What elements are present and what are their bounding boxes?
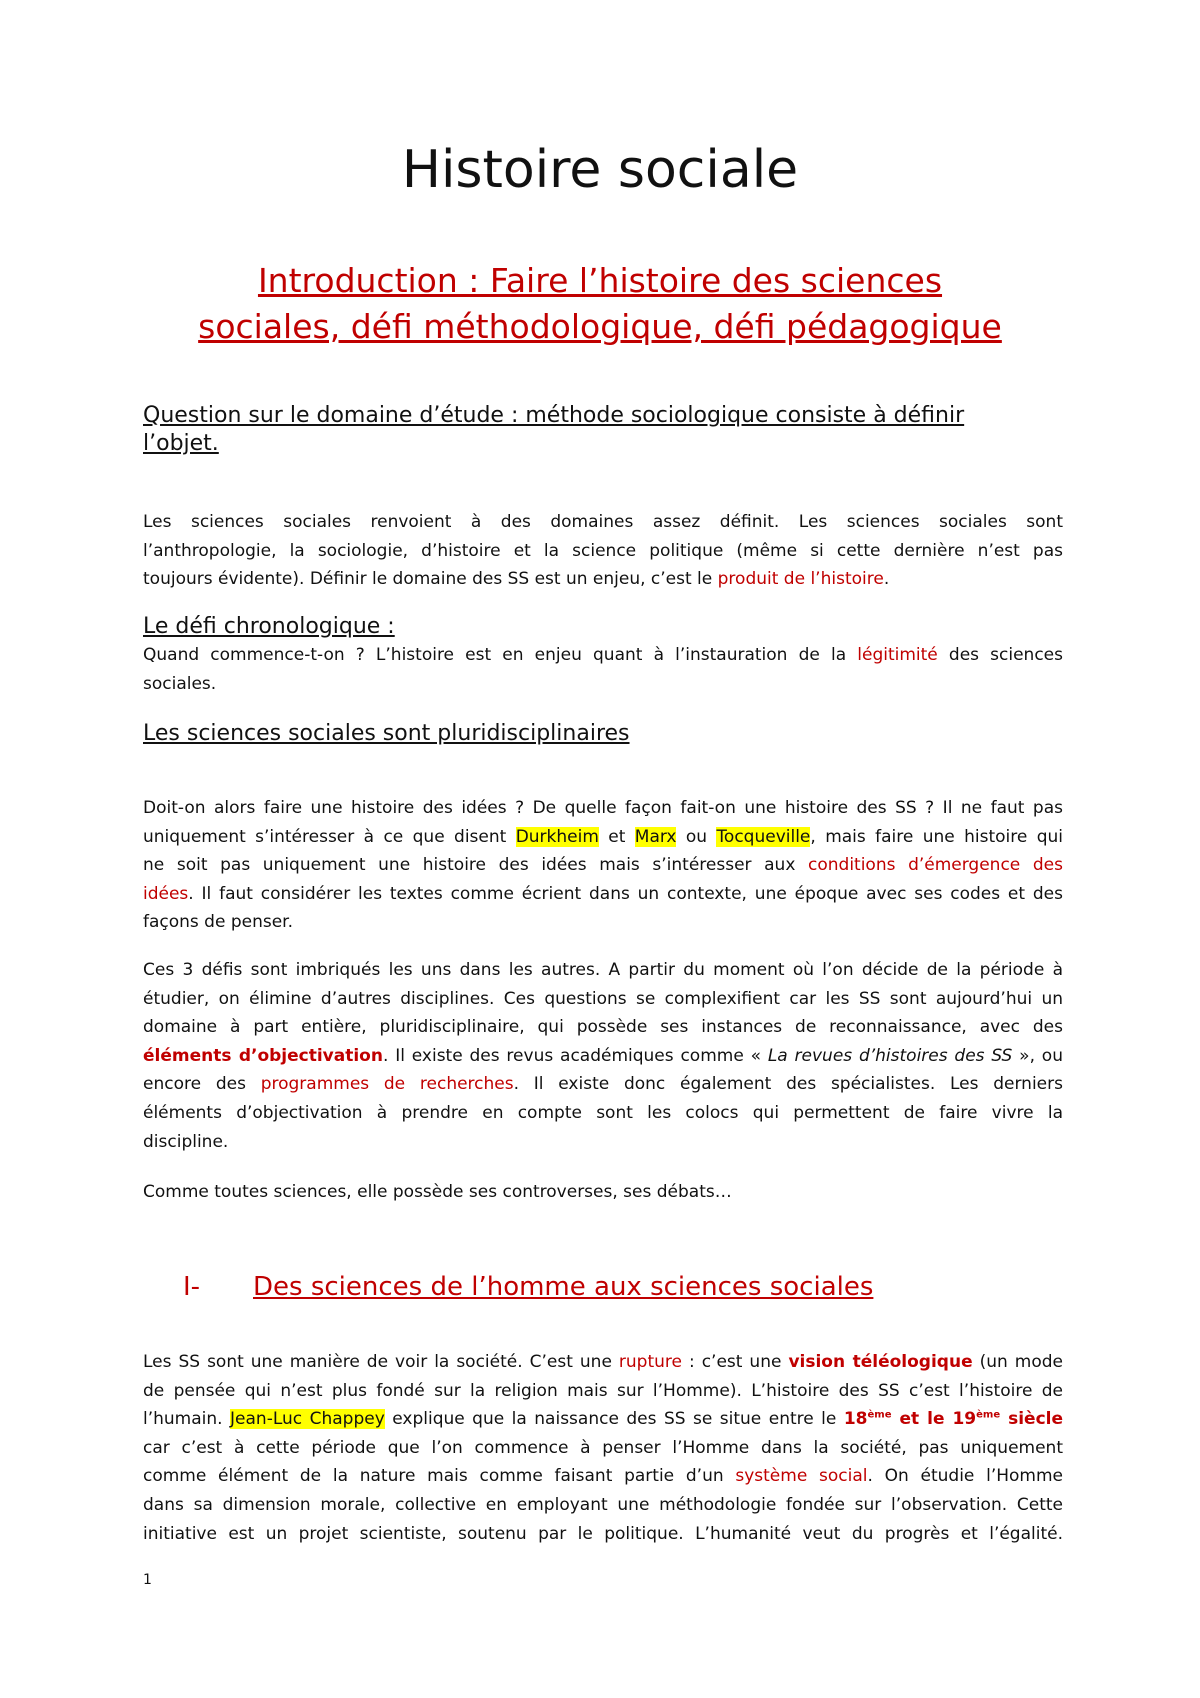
paragraph-line: comme élément de la nature mais comme faisant partie d’un système social. On étudie l’Homme: [143, 1466, 1063, 1487]
paragraph-line: toujours évidente). Définir le domaine des SS est un enjeu, c’est le produit de l’histoire.: [143, 569, 890, 590]
paragraph-line: éléments d’objectivation à prendre en compte sont les colocs qui permettent de faire vivre la: [143, 1102, 1063, 1123]
section-number: I-: [183, 1272, 201, 1302]
paragraph-line: uniquement s’intéresser à ce que disent Durkheim et Marx ou Tocqueville, mais faire une histoire qui: [143, 826, 1063, 847]
paragraph-line: domaine à part entière, pluridisciplinaire, qui possède ses instances de reconnaissance, avec des: [143, 1017, 1063, 1038]
paragraph-line: sociales.: [143, 673, 217, 694]
question-heading: [143, 402, 1073, 458]
paragraph-line: façons de penser.: [143, 912, 294, 933]
paragraph-line: Les SS sont une manière de voir la société. C’est une rupture : c’est une vision téléologique (un mode: [143, 1352, 1063, 1372]
emphasis-red-bold: vision téléologique: [788, 1352, 973, 1372]
question-heading-line: l’objet.: [143, 431, 219, 456]
paragraph-line: ne soit pas uniquement une histoire des idées mais s’intéresser aux conditions d’émergence des: [143, 855, 1063, 876]
paragraph-line: initiative est un projet scientiste, soutenu par le politique. L’humanité veut du progrès et l’égalité.: [143, 1523, 1063, 1544]
page-number: 1: [143, 1572, 152, 1588]
paragraph-line: encore des programmes de recherches. Il existe donc également des spécialistes. Les derniers: [143, 1074, 1063, 1095]
paragraph-line: discipline.: [143, 1131, 229, 1152]
document-title: Histoire sociale: [401, 140, 799, 200]
paragraph-line: dans sa dimension morale, collective en employant une méthodologie fondée sur l’observation. Cette: [143, 1494, 1063, 1515]
paragraph-domains: [143, 508, 1063, 594]
paragraph-line: Quand commence-t-on ? L’histoire est en enjeu quant à l’instauration de la légitimité des sciences: [143, 645, 1063, 665]
emphasis-red: idées: [143, 883, 189, 904]
section-title: Des sciences de l’homme aux sciences sociales: [253, 1272, 874, 1302]
paragraph-line: car c’est à cette période que l’on commence à penser l’Homme dans la société, pas uniquement: [143, 1437, 1063, 1458]
paragraph-defis: [143, 956, 1063, 1156]
paragraph-line: de pensée qui n’est plus fondé sur la religion mais sur l’Homme). L’histoire des SS c’est l’histoire de: [143, 1380, 1063, 1401]
emphasis-red: rupture: [618, 1352, 682, 1372]
emphasis-red-bold: 18ème et le 19ème siècle: [843, 1409, 1064, 1430]
emphasis-red: produit de l’histoire: [717, 569, 884, 590]
paragraph-line: étudier, on élimine d’autres disciplines. Ces questions se complexifient car les SS sont aujourd’hui un: [143, 988, 1063, 1009]
paragraph-line: Comme toutes sciences, elle possède ses controverses, ses débats…: [143, 1182, 732, 1202]
emphasis-red: programmes de recherches: [260, 1074, 514, 1095]
journal-title: La revues d’histoires des SS: [767, 1045, 1013, 1066]
emphasis-red-bold: éléments d’objectivation: [143, 1045, 383, 1066]
paragraph-line: Ces 3 défis sont imbriqués les uns dans les autres. A partir du moment où l’on décide de la période à: [143, 960, 1063, 980]
emphasis-red: conditions d’émergence des: [808, 855, 1063, 876]
introduction-heading-line: Introduction : Faire l’histoire des sciences: [257, 261, 943, 300]
paragraph-line: éléments d’objectivation. Il existe des revus académiques comme « La revues d’histoires des SS », ou: [143, 1045, 1063, 1066]
paragraph-line: Les sciences sociales renvoient à des domaines assez définit. Les sciences sociales sont: [143, 512, 1063, 532]
pluridisciplinaires-heading: Les sciences sociales sont pluridisciplinaires: [143, 721, 630, 746]
paragraph-line: Doit-on alors faire une histoire des idées ? De quelle façon fait-on une histoire des SS ? Il ne faut pas: [143, 798, 1063, 818]
paragraph-line: idées. Il faut considérer les textes comme écrient dans un contexte, une époque avec ses codes et des: [143, 883, 1063, 904]
introduction-heading-line: sociales, défi méthodologique, défi pédagogique: [198, 307, 1002, 346]
highlight-chappey: Jean-Luc Chappey: [230, 1409, 385, 1430]
paragraph-sciences-homme: [143, 1348, 1063, 1548]
paragraph-chronologique: [143, 641, 1063, 698]
highlight-marx: Marx: [634, 826, 677, 847]
introduction-heading: [140, 258, 1060, 350]
paragraph-line: l’anthropologie, la sociologie, d’histoire et la science politique (même si cette dernière n’est pas: [143, 540, 1063, 561]
highlight-durkheim: Durkheim: [515, 826, 599, 847]
paragraph-line: l’humain. Jean-Luc Chappey explique que la naissance des SS se situe entre le 18ème et le 19ème siècle: [143, 1409, 1064, 1430]
emphasis-red: légitimité: [857, 645, 938, 665]
highlight-tocqueville: Tocqueville: [716, 826, 811, 847]
emphasis-red: système social: [735, 1466, 868, 1487]
question-heading-line: Question sur le domaine d’étude : méthode sociologique consiste à définir: [143, 403, 965, 428]
paragraph-controverses: [143, 1178, 1063, 1207]
paragraph-ideas: [143, 794, 1063, 937]
defi-chronologique-heading: Le défi chronologique :: [143, 614, 395, 639]
